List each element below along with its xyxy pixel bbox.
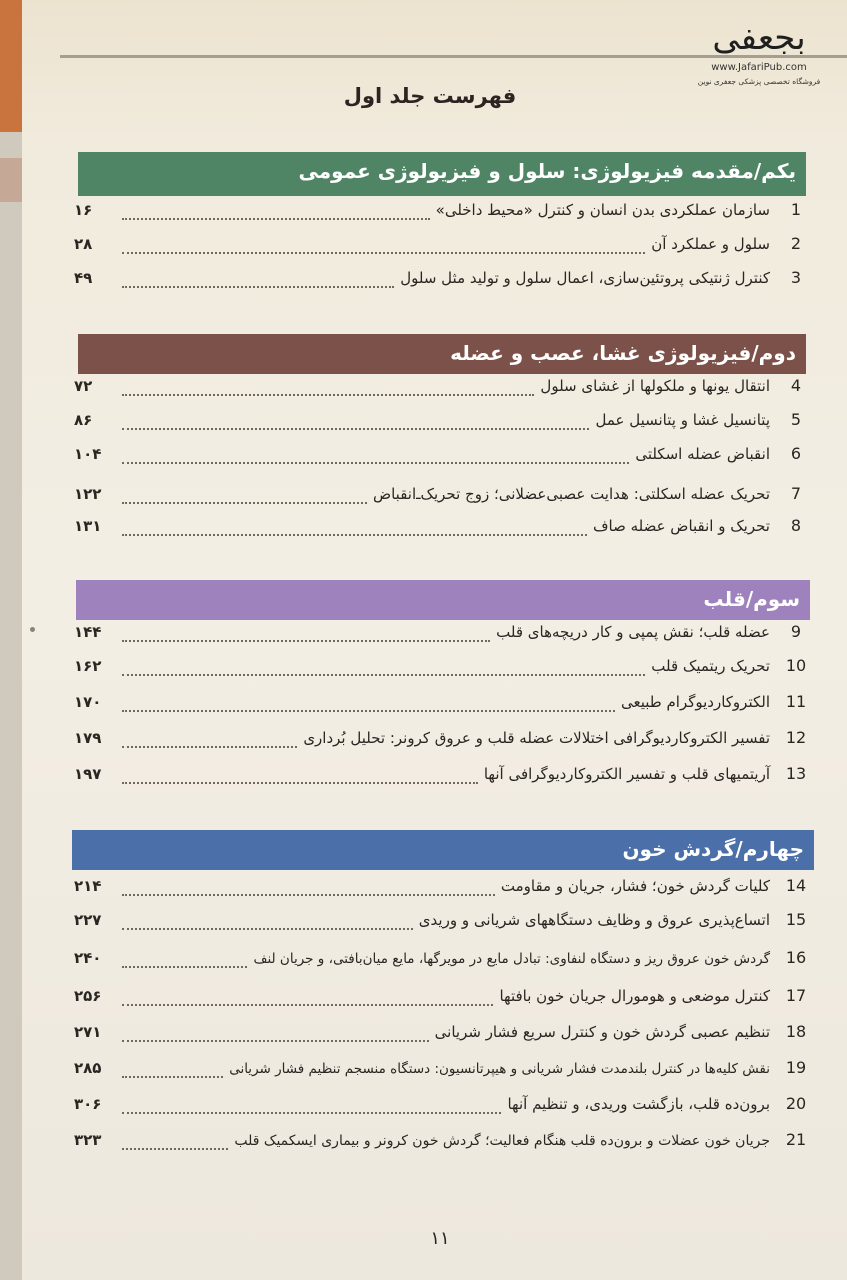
chapter-number: 4: [790, 376, 802, 395]
part-heading-text: دوم/فیزیولوژی غشا، عصب و عضله: [450, 341, 796, 365]
chapter-title: تفسیر الکتروکاردیوگرافی اختلالات عضله قلب و عروق کرونر: تحلیل بُرداری: [303, 729, 770, 747]
leader-dots: [122, 674, 645, 676]
page-number: ۲۴۰: [74, 949, 102, 967]
page-number: ۱۴۴: [74, 623, 102, 641]
chapter-number: 13: [785, 764, 807, 783]
chapter-title: انتقال یونها و ملکولها از غشای سلول: [540, 377, 770, 395]
part-heading-3: [76, 580, 810, 620]
chapter-title: اتساع‌پذیری عروق و وظایف دستگاههای شریانی و وریدی: [418, 911, 770, 929]
toc-row: [74, 692, 818, 720]
leader-dots: [122, 710, 615, 712]
chapter-title: الکتروکاردیوگرام طبیعی: [621, 693, 770, 711]
chapter-title: پتانسیل غشا و پتانسیل عمل: [595, 411, 770, 429]
chapter-title: کلیات گردش خون؛ فشار، جریان و مقاومت: [500, 877, 770, 895]
leader-dots: [122, 966, 247, 968]
page-number: ۲۷۱: [74, 1023, 102, 1041]
toc-row: [74, 484, 818, 512]
page-number: ۱۳۱: [74, 517, 102, 535]
page-number: ۱۹۷: [74, 765, 102, 783]
page-number: ۲۱۴: [74, 877, 102, 895]
leader-dots: [122, 928, 413, 930]
part-heading-text: چهارم/گردش خون: [622, 837, 804, 861]
page-number: ۱۶: [74, 201, 93, 219]
chapter-number: 14: [785, 876, 807, 895]
page-number: ۱۷۰: [74, 693, 102, 711]
page-number: ۱۲۲: [74, 485, 102, 503]
chapter-title: نقش کلیه‌ها در کنترل بلندمدت فشار شریانی و هیپرتانسیون: دستگاه منسجم تنظیم فشار شریانی: [229, 1061, 770, 1077]
leader-dots: [122, 462, 629, 464]
toc-row: [74, 1022, 818, 1050]
chapter-number: 9: [790, 622, 802, 641]
leader-dots: [122, 1148, 228, 1150]
leader-dots: [122, 218, 430, 220]
leader-dots: [122, 1004, 493, 1006]
toc-row: [74, 622, 818, 650]
page-title: فهرست جلد اول: [343, 84, 517, 108]
toc-row: [74, 656, 818, 684]
leader-dots: [122, 1040, 429, 1042]
chapter-title: انقباض عضله اسکلتی: [635, 445, 770, 463]
toc-row: [74, 1058, 818, 1086]
page-number: ۱۷۹: [74, 729, 102, 747]
toc-row: [74, 234, 818, 262]
chapter-number: 2: [790, 234, 802, 253]
toc-row: [74, 876, 818, 904]
leader-dots: [122, 428, 589, 430]
part-heading-text: یکم/مقدمه فیزیولوژی: سلول و فیزیولوژی عمومی: [298, 159, 796, 183]
part-heading-2: [78, 334, 806, 374]
page-number: ۱۶۲: [74, 657, 102, 675]
part-heading-text: سوم/قلب: [703, 587, 800, 611]
toc-row: [74, 764, 818, 792]
page-number: ۲۸۵: [74, 1059, 102, 1077]
toc-row: [74, 948, 818, 976]
publisher-logo: [689, 20, 829, 100]
page-number: ۳۰۶: [74, 1095, 102, 1113]
page-number: ۲۸: [74, 235, 93, 253]
logo-subtitle: فروشگاه تخصصی پزشکی جعفری نوین: [697, 77, 821, 86]
chapter-title: گردش خون عروق ریز و دستگاه لنفاوی: تبادل مایع در مویرگها، مایع میان‌بافتی، و جریان لنف: [253, 951, 770, 967]
leader-dots: [122, 746, 297, 748]
chapter-number: 17: [785, 986, 807, 1005]
page-number: ۱۰۴: [74, 445, 102, 463]
chapter-title: سازمان عملکردی بدن انسان و کنترل «محیط داخلی»: [435, 201, 770, 219]
chapter-number: 21: [785, 1130, 807, 1149]
chapter-number: 19: [785, 1058, 807, 1077]
chapter-title: تحریک و انقباض عضله صاف: [592, 517, 770, 535]
page-number: ۸۶: [74, 411, 93, 429]
chapter-title: تنظیم عصبی گردش خون و کنترل سریع فشار شریانی: [434, 1023, 770, 1041]
leader-dots: [122, 286, 394, 288]
chapter-title: سلول و عملکرد آن: [651, 235, 770, 253]
chapter-title: جریان خون عضلات و برون‌ده قلب هنگام فعالیت؛ گردش خون کرونر و بیماری ایسکمیک قلب: [234, 1133, 770, 1149]
chapter-number: 5: [790, 410, 802, 429]
chapter-number: 16: [785, 948, 807, 967]
leader-dots: [122, 252, 645, 254]
chapter-number: 8: [790, 516, 802, 535]
page-number: ۲۵۶: [74, 987, 102, 1005]
page-folio: ۱۱: [430, 1228, 450, 1249]
chapter-number: 15: [785, 910, 807, 929]
logo-url: www.JafariPub.com: [711, 62, 807, 73]
part-heading-1: [78, 152, 806, 196]
chapter-title: عضله قلب؛ نقش پمپی و کار دریچه‌های قلب: [496, 623, 770, 641]
chapter-number: 18: [785, 1022, 807, 1041]
logo-mark: بجعفی: [712, 18, 806, 58]
chapter-number: 11: [785, 692, 807, 711]
toc-row: [74, 986, 818, 1014]
toc-row: [74, 728, 818, 756]
page-number: ۴۹: [74, 269, 93, 287]
leader-dots: [122, 894, 495, 896]
chapter-number: 10: [785, 656, 807, 675]
spine-color-strip: [0, 0, 22, 132]
chapter-number: 1: [790, 200, 802, 219]
chapter-number: 12: [785, 728, 807, 747]
toc-row: [74, 910, 818, 938]
leader-dots: [122, 640, 490, 642]
toc-row: [74, 268, 818, 296]
leader-dots: [122, 782, 478, 784]
chapter-number: 20: [785, 1094, 807, 1113]
chapter-number: 7: [790, 484, 802, 503]
chapter-title: تحریک ریتمیک قلب: [651, 657, 770, 675]
chapter-title: برون‌ده قلب، بازگشت وریدی، و تنظیم آنها: [507, 1095, 770, 1113]
toc-row: [74, 444, 818, 472]
part-heading-4: [72, 830, 814, 870]
page-number: ۷۲: [74, 377, 93, 395]
spine-tab: [0, 158, 22, 202]
toc-row: [74, 376, 818, 404]
toc-row: [74, 516, 818, 544]
leader-dots: [122, 502, 367, 504]
toc-row: [74, 1094, 818, 1122]
toc-row: [74, 410, 818, 438]
chapter-title: کنترل ژنتیکی پروتئین‌سازی، اعمال سلول و تولید مثل سلول: [400, 269, 770, 287]
toc-row: [74, 200, 818, 228]
chapter-title: آریتمیهای قلب و تفسیر الکتروکاردیوگرافی آنها: [483, 765, 770, 783]
chapter-number: 6: [790, 444, 802, 463]
leader-dots: [122, 1112, 501, 1114]
margin-dot: [30, 627, 35, 632]
chapter-title: تحریک عضله اسکلتی: هدایت عصبی‌عضلانی؛ زوج تحریک‌ـ‌انقباض: [372, 485, 770, 503]
leader-dots: [122, 534, 587, 536]
chapter-number: 3: [790, 268, 802, 287]
toc-row: [74, 1130, 818, 1158]
chapter-title: کنترل موضعی و هومورال جریان خون بافتها: [499, 987, 770, 1005]
page-number: ۳۲۳: [74, 1131, 102, 1149]
page-number: ۲۲۷: [74, 911, 102, 929]
leader-dots: [122, 394, 534, 396]
leader-dots: [122, 1076, 223, 1078]
